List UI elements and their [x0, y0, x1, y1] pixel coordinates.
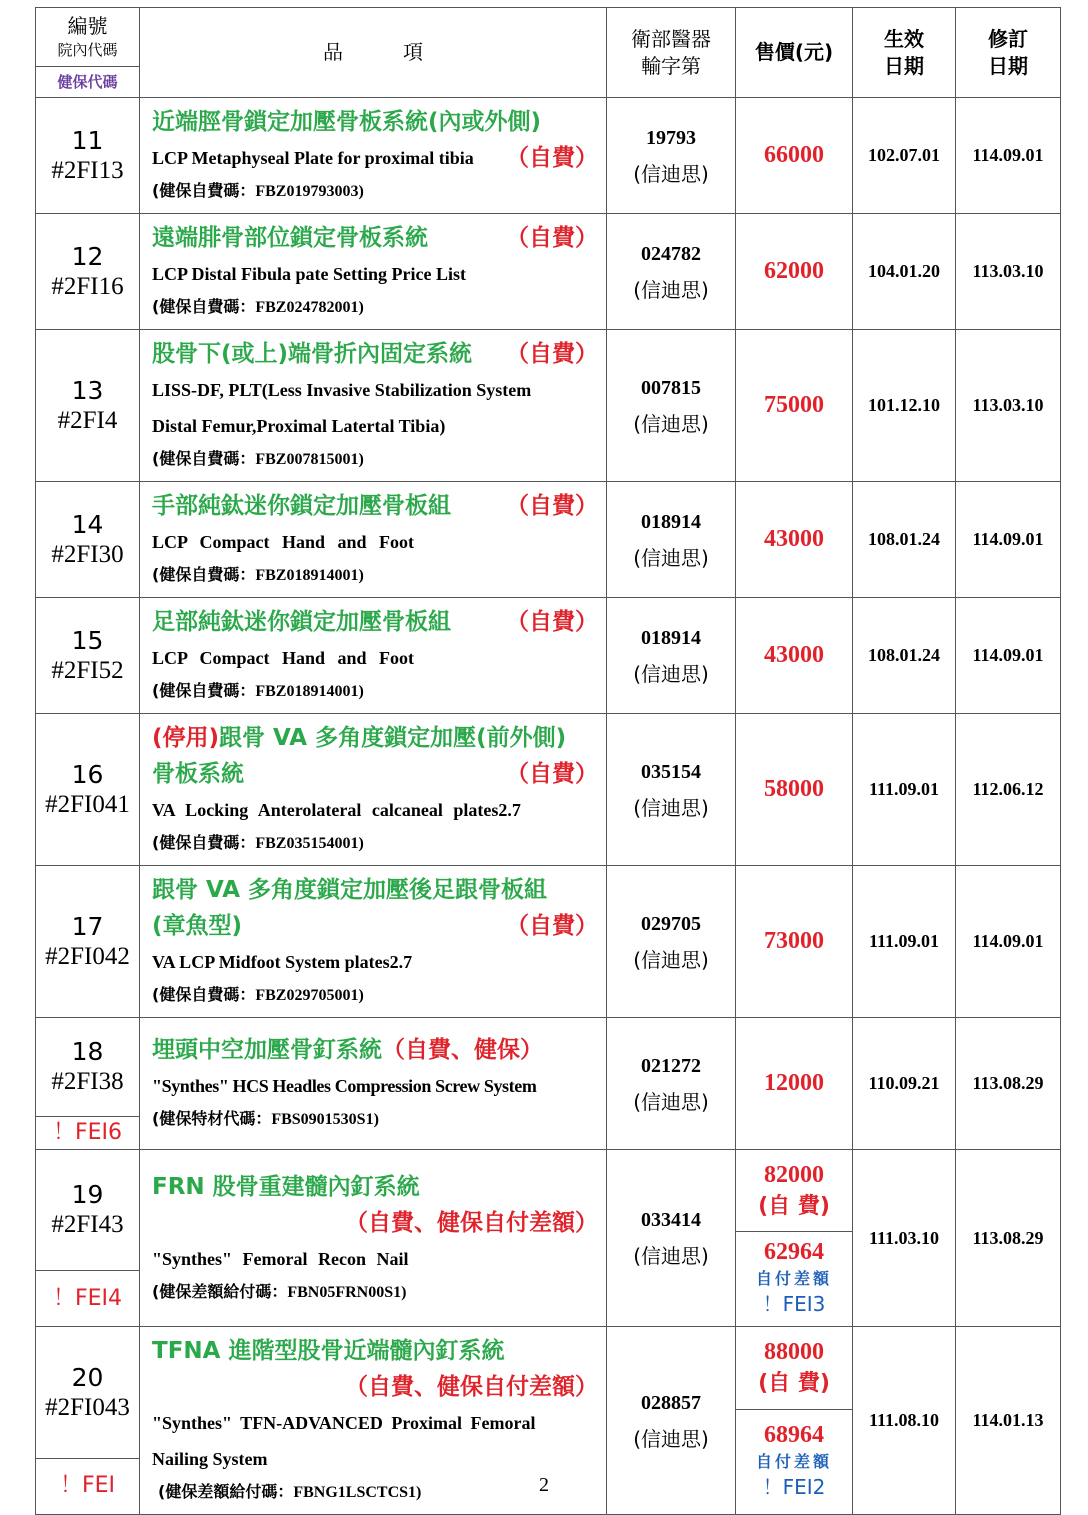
- vendor: (信迪思): [633, 411, 709, 436]
- row-number: 19: [71, 1180, 104, 1209]
- table-row: [36, 598, 1061, 714]
- nhi-code-value: FBZ035154001): [255, 835, 364, 852]
- item-name-cn-line: [152, 336, 598, 372]
- row-number: 16: [71, 759, 104, 789]
- item-name-en: "Synthes" Femoral Recon Nail: [152, 1248, 409, 1269]
- row-number: 12: [71, 241, 104, 271]
- price: 73000: [736, 866, 853, 1018]
- revision-date: 113.03.10: [956, 330, 1061, 482]
- row-inner-code: #2FI52: [51, 656, 124, 684]
- item-name-cn: 遠端腓骨部位鎖定骨板系統: [152, 225, 428, 251]
- header-item: 品 項: [140, 8, 607, 98]
- row-item: [140, 714, 607, 866]
- row-inner-code: #2FI16: [51, 272, 124, 300]
- header-cert-line2: 輸字第: [641, 53, 701, 78]
- nhi-code-label: (健保自費碼：: [152, 833, 256, 852]
- row-inner-code: #2FI13: [51, 156, 124, 184]
- cert-number: 035154: [641, 760, 701, 783]
- price: 58000: [736, 714, 853, 866]
- nhi-code-value: FBN05FRN00S1): [287, 1283, 407, 1301]
- cert-number: 024782: [641, 242, 701, 265]
- item-name-en: VA Locking Anterolateral calcaneal plates2.7: [152, 800, 521, 820]
- payment-tag: （自費）: [506, 913, 598, 939]
- row-cert: [607, 482, 736, 598]
- effective-date: 104.01.20: [853, 214, 956, 330]
- row-number: 15: [71, 625, 104, 655]
- fei-code: ！FEI: [59, 1473, 116, 1498]
- price: 12000: [736, 1018, 853, 1150]
- row-number: 18: [71, 1037, 104, 1066]
- vendor: (信迪思): [633, 161, 709, 186]
- table-row: [36, 1150, 1061, 1327]
- table-row: [36, 714, 1061, 866]
- payment-tag: （自費）: [506, 341, 598, 367]
- row-cert: [607, 330, 736, 482]
- payment-tag: （自費、健保自付差額）: [345, 1374, 598, 1400]
- item-name-cn: 手部純鈦迷你鎖定加壓骨板組: [152, 493, 451, 519]
- row-inner-code: #2FI30: [51, 540, 124, 568]
- header-code-bot: 健保代碼: [57, 72, 118, 91]
- row-cert: [607, 866, 736, 1018]
- row-inner-code: #2FI38: [51, 1068, 124, 1095]
- cert-number: 029705: [641, 912, 701, 935]
- header-row: [36, 8, 1061, 98]
- fei-code: ！FEI4: [52, 1285, 123, 1311]
- payment-tag: （自費）: [506, 609, 598, 635]
- nhi-code: [152, 1277, 598, 1308]
- row-number: 17: [71, 911, 104, 941]
- revision-date: 114.09.01: [956, 482, 1061, 598]
- copay-note: 自付差額: [755, 1451, 832, 1471]
- cert-number: 007815: [641, 376, 701, 399]
- nhi-code: [152, 444, 598, 475]
- row-number: 13: [71, 375, 104, 405]
- price: 88000: [764, 1339, 824, 1365]
- nhi-code-value: FBZ007815001): [255, 451, 364, 468]
- row-cert: [607, 1018, 736, 1150]
- nhi-code-label: (健保自費碼：: [152, 449, 256, 468]
- item-name-cn: TFNA 進階型股骨近端髓內釘系統: [152, 1338, 505, 1364]
- cert-number: 19793: [646, 126, 696, 149]
- revision-date: 113.08.29: [956, 1150, 1061, 1327]
- nhi-code-value: FBS0901530S1): [271, 1111, 379, 1128]
- item-name-cn-line: [152, 604, 598, 640]
- nhi-code-label: (健保特材代碼：: [152, 1109, 272, 1128]
- copay-price: 62964: [764, 1239, 824, 1265]
- row-item: [140, 482, 607, 598]
- nhi-code-value: FBZ018914001): [255, 567, 364, 584]
- revision-date: 114.09.01: [956, 598, 1061, 714]
- page-number: 2: [539, 1474, 549, 1496]
- payment-tag: （自費）: [506, 225, 598, 251]
- table-row: [36, 1018, 1061, 1150]
- revision-date: 114.01.13: [956, 1327, 1061, 1515]
- header-price: 售價(元): [736, 8, 853, 98]
- item-name-cn-line2: [152, 908, 598, 944]
- price: 43000: [736, 598, 853, 714]
- nhi-code: [152, 560, 598, 591]
- price-note: (自 費): [758, 1193, 830, 1219]
- row-item: [140, 214, 607, 330]
- row-number: 14: [71, 509, 104, 539]
- item-name-en: "Synthes" HCS Headles Compression Screw System: [152, 1076, 537, 1096]
- copay-fei-code: ！FEI2: [762, 1474, 826, 1499]
- item-name-cn: 足部純鈦迷你鎖定加壓骨板組: [152, 609, 451, 635]
- payment-tag: （自費、健保自付差額）: [345, 1209, 598, 1236]
- header-rev-line2: 日期: [988, 53, 1028, 78]
- copay-price: 68964: [764, 1421, 824, 1448]
- row-code: [36, 866, 140, 1018]
- row-code: [36, 214, 140, 330]
- row-code: [36, 1150, 140, 1327]
- revision-date: 114.09.01: [956, 98, 1061, 214]
- discontinued-badge: (停用): [152, 725, 220, 751]
- row-item: [140, 1018, 607, 1150]
- nhi-code-value: FBZ029705001): [255, 987, 364, 1004]
- row-inner-code: #2FI043: [45, 1393, 130, 1421]
- nhi-code: [152, 292, 598, 323]
- copay-note: 自付差額: [755, 1269, 832, 1288]
- price: 82000: [764, 1161, 824, 1188]
- revision-date: 112.06.12: [956, 714, 1061, 866]
- header-cert: [607, 8, 736, 98]
- cert-number: 033414: [641, 1209, 701, 1231]
- nhi-code-label: (健保自費碼：: [152, 181, 256, 200]
- item-name-cn: 埋頭中空加壓骨釘系統: [152, 1037, 382, 1063]
- nhi-code-label: (健保差額給付碼：: [152, 1281, 288, 1301]
- row-number: 11: [71, 125, 104, 155]
- row-item: [140, 598, 607, 714]
- row-code: [36, 1018, 140, 1150]
- vendor: (信迪思): [633, 661, 709, 686]
- vendor: (信迪思): [633, 1089, 709, 1114]
- cert-number: 021272: [641, 1054, 701, 1077]
- header-rev-line1: 修訂: [988, 26, 1028, 51]
- vendor: (信迪思): [633, 795, 709, 820]
- item-name-cn-line: [152, 488, 598, 524]
- item-name-cn-line: [152, 220, 598, 256]
- header-rev: [956, 8, 1061, 98]
- header-eff-line1: 生效: [884, 26, 924, 51]
- item-name-en-cont: Distal Femur,Proximal Latertal Tibia): [152, 416, 446, 436]
- header-cert-line1: 衛部醫器: [631, 26, 711, 51]
- table-row: [36, 330, 1061, 482]
- nhi-code-label: (健保自費碼：: [152, 297, 256, 316]
- item-name-cn: 近端脛骨鎖定加壓骨板系統(內或外側): [152, 109, 542, 135]
- price-note: (自 費): [758, 1371, 830, 1396]
- row-price: [736, 1150, 853, 1327]
- effective-date: 108.01.24: [853, 482, 956, 598]
- effective-date: 108.01.24: [853, 598, 956, 714]
- row-code: [36, 98, 140, 214]
- nhi-code-value: FBZ018914001): [255, 683, 364, 700]
- nhi-code: [152, 676, 598, 707]
- row-cert: [607, 214, 736, 330]
- item-name-en: "Synthes" TFN-ADVANCED Proximal Femoral: [152, 1413, 536, 1433]
- price-table: [35, 7, 1061, 1515]
- price: 43000: [736, 482, 853, 598]
- copay-fei-code: ！FEI3: [762, 1292, 826, 1316]
- effective-date: 111.08.10: [853, 1327, 956, 1515]
- cert-number: 018914: [641, 626, 701, 649]
- nhi-code-label: (健保自費碼：: [152, 565, 256, 584]
- row-inner-code: #2FI041: [45, 790, 130, 818]
- row-number: 20: [71, 1362, 104, 1392]
- nhi-code-value: FBZ024782001): [255, 299, 364, 316]
- vendor: (信迪思): [633, 1426, 709, 1451]
- price: 66000: [736, 98, 853, 214]
- header-code: [36, 8, 140, 98]
- row-cert: [607, 1150, 736, 1327]
- price: 75000: [736, 330, 853, 482]
- revision-date: 114.09.01: [956, 866, 1061, 1018]
- row-cert: [607, 598, 736, 714]
- row-code: [36, 330, 140, 482]
- row-cert: [607, 714, 736, 866]
- item-name-en: VA LCP Midfoot System plates2.7: [152, 952, 413, 972]
- header-code-top: 編號: [67, 14, 108, 38]
- vendor: (信迪思): [633, 545, 709, 570]
- item-name-cn-line: [152, 1032, 598, 1068]
- effective-date: 102.07.01: [853, 98, 956, 214]
- row-item: [140, 98, 607, 214]
- row-code: [36, 714, 140, 866]
- row-item: [140, 866, 607, 1018]
- item-name-en: LCP Compact Hand and Foot: [152, 532, 415, 552]
- nhi-code: [152, 828, 598, 859]
- payment-tag: （自費）: [506, 145, 598, 171]
- item-name-cn-line2: [152, 756, 598, 792]
- item-name-en: LCP Compact Hand and Foot: [152, 648, 415, 668]
- nhi-code: [152, 980, 598, 1011]
- item-name-cn-line: [152, 720, 598, 756]
- header-code-mid: 院內代碼: [57, 41, 118, 59]
- row-code: [36, 598, 140, 714]
- vendor: (信迪思): [633, 947, 709, 972]
- payment-tag: （自費）: [506, 493, 598, 519]
- effective-date: 101.12.10: [853, 330, 956, 482]
- fei-code: ！FEI6: [52, 1120, 123, 1145]
- effective-date: 111.09.01: [853, 714, 956, 866]
- item-name-cn: 跟骨 VA 多角度鎖定加壓後足跟骨板組: [152, 877, 548, 903]
- nhi-code-label: (健保自費碼：: [152, 985, 256, 1004]
- item-name-cn-cont: (章魚型): [152, 913, 243, 939]
- row-item: [140, 330, 607, 482]
- row-code: [36, 482, 140, 598]
- nhi-code: [152, 176, 598, 207]
- table-row: [36, 98, 1061, 214]
- item-name-cn: 股骨下(或上)端骨折內固定系統: [152, 341, 473, 367]
- vendor: (信迪思): [633, 277, 709, 302]
- revision-date: 113.03.10: [956, 214, 1061, 330]
- item-name-cn: 跟骨 VA 多角度鎖定加壓(前外側): [219, 725, 567, 751]
- row-inner-code: #2FI042: [45, 942, 130, 970]
- cert-number: 018914: [641, 510, 701, 533]
- payment-tag: （自費）: [506, 761, 598, 787]
- item-name-en-line: [152, 140, 598, 176]
- row-cert: [607, 98, 736, 214]
- row-item: [140, 1150, 607, 1327]
- revision-date: 113.08.29: [956, 1018, 1061, 1150]
- effective-date: 111.09.01: [853, 866, 956, 1018]
- vendor: (信迪思): [633, 1244, 709, 1268]
- row-inner-code: #2FI43: [51, 1211, 124, 1238]
- item-name-cn: FRN 股骨重建髓內釘系統: [152, 1173, 420, 1200]
- item-name-en: LCP Metaphyseal Plate for proximal tibia: [152, 148, 474, 168]
- table-row: [36, 866, 1061, 1018]
- nhi-code-label: (健保自費碼：: [152, 681, 256, 700]
- item-name-cn-cont: 骨板系統: [152, 761, 244, 787]
- payment-tag: （自費、健保）: [382, 1037, 543, 1063]
- item-name-en: LCP Distal Fibula pate Setting Price List: [152, 264, 466, 284]
- effective-date: 111.03.10: [853, 1150, 956, 1327]
- table-row: [36, 214, 1061, 330]
- item-name-en: LISS-DF, PLT(Less Invasive Stabilization System: [152, 380, 532, 400]
- cert-number: 028857: [641, 1391, 701, 1414]
- item-name-en-cont: Nailing System: [152, 1449, 268, 1469]
- header-eff-line2: 日期: [884, 53, 924, 78]
- header-eff: [853, 8, 956, 98]
- nhi-code-label: (健保差額給付碼：: [158, 1482, 294, 1501]
- table-row: [36, 482, 1061, 598]
- effective-date: 110.09.21: [853, 1018, 956, 1150]
- nhi-code-value: FBZ019793003): [255, 183, 364, 200]
- nhi-code: [152, 1104, 598, 1135]
- nhi-code-value: FBNG1LSCTCS1): [293, 1484, 422, 1501]
- price: 62000: [736, 214, 853, 330]
- row-inner-code: #2FI4: [57, 406, 118, 434]
